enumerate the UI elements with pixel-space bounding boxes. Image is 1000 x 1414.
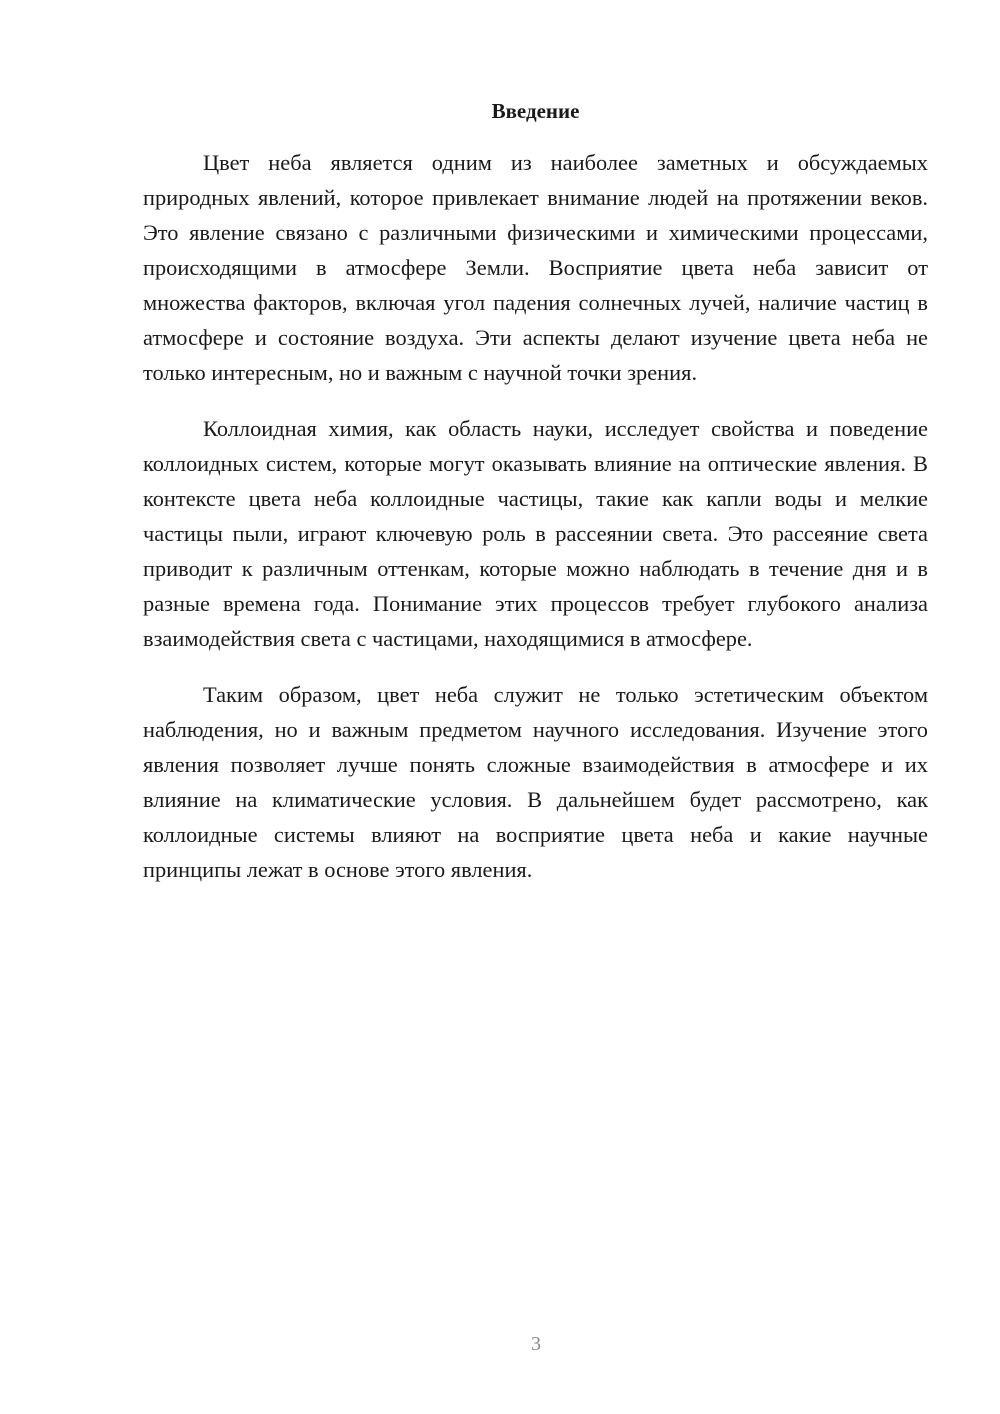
page-content	[143, 96, 928, 887]
paragraph-2: Коллоидная химия, как область науки, исследует свойства и поведение коллоидных систем, которые могут оказывать влияние на оптические явления. В контексте цвета неба коллоидные частицы, такие как капли воды и мелкие частицы пыли, играют ключевую роль в рассеянии света. Это рассеяние света приводит к различным оттенкам, которые можно наблюдать в течение дня и в разные времена года. Понимание этих процессов требует глубокого анализа взаимодействия света с частицами, находящимися в атмосфере.	[143, 416, 928, 651]
paragraph-1: Цвет неба является одним из наиболее заметных и обсуждаемых природных явлений, которое привлекает внимание людей на протяжении веков. Это явление связано с различными физическими и химическими процессами, происходящими в атмосфере Земли. Восприятие цвета неба зависит от множества факторов, включая угол падения солнечных лучей, наличие частиц в атмосфере и состояние воздуха. Эти аспекты делают изучение цвета неба не только интересным, но и важным с научной точки зрения.	[143, 150, 928, 385]
section-heading: Введение	[491, 99, 580, 123]
page-number: 3	[531, 1333, 541, 1355]
paragraph-3: Таким образом, цвет неба служит не только эстетическим объектом наблюдения, но и важным предметом научного исследования. Изучение этого явления позволяет лучше понять сложные взаимодействия в атмосфере и их влияние на климатические условия. В дальнейшем будет рассмотрено, как коллоидные системы влияют на восприятие цвета неба и какие научные принципы лежат в основе этого явления.	[143, 682, 928, 882]
